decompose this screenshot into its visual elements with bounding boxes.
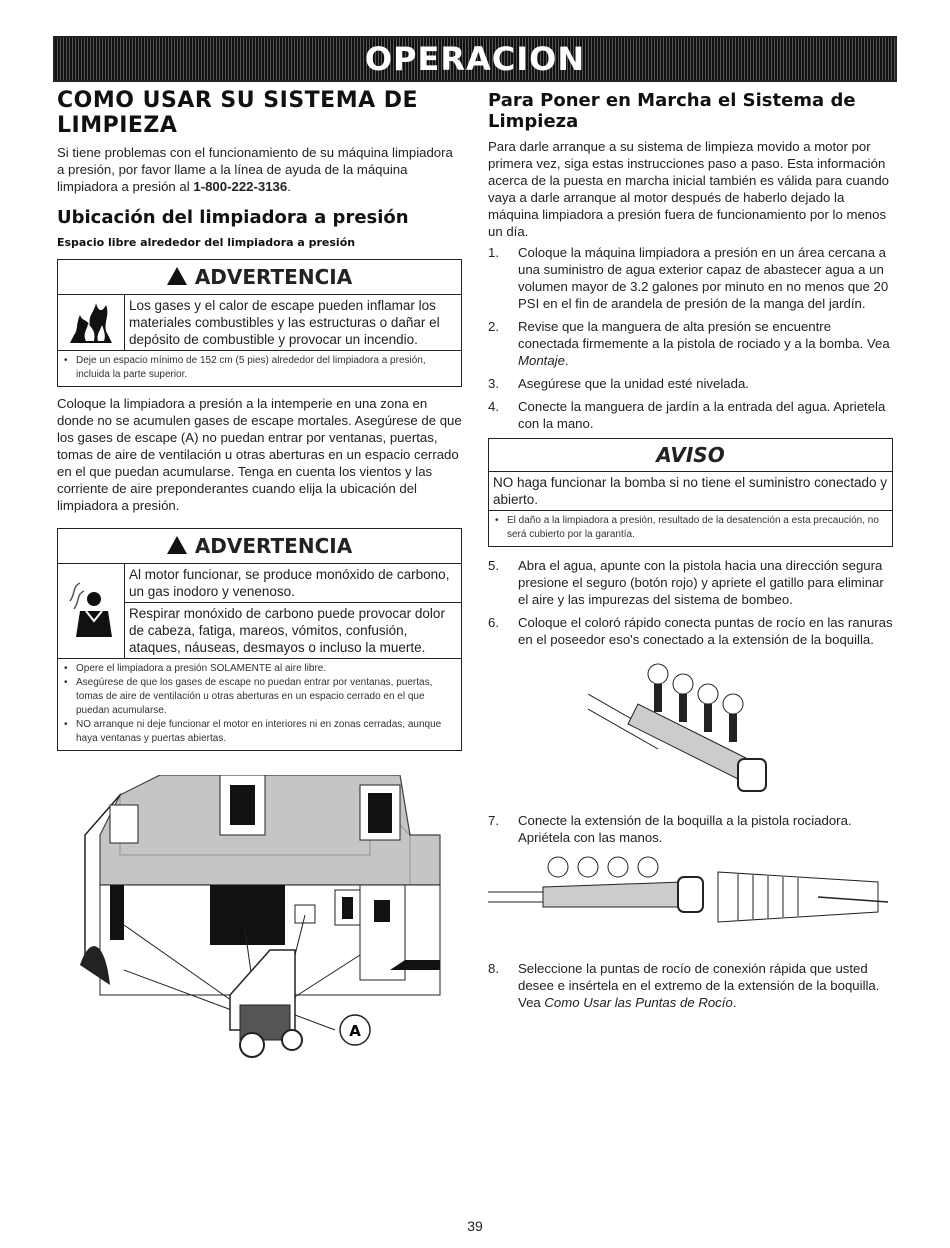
steps-list-a [488,244,893,432]
main-heading: COMO USAR SU SISTEMA DE LIMPIEZA [57,88,419,138]
left-column [57,88,462,751]
step-item: 1. Coloque la máquina limpiadora a presión en un área cercana a una suministro de agua exterior capaz de abastecer agua a un volumen mayor de 3.2 galones por minuto en no menos que 20 PSI en el fin de arandela de presión de la manga del jardín. [488,245,889,311]
steps-list-b [488,557,893,648]
banner-title: OPERACION [364,40,586,78]
spray-tips-reference: Como Usar las Puntas de Rocío [544,995,733,1010]
nozzle-holder-illustration [588,654,788,804]
intro-paragraph: Si tiene problemas con el funcionamiento de su máquina limpiadora a presión, por favor llame a la línea de ayuda de la máquina limpiadora a presión al 1-800-222-3136. [57,145,453,194]
right-column [488,88,893,1017]
warning-bullet: • Asegúrese de que los gases de escape no puedan entrar por ventanas, puertas, tomas de aire de ventilación u otras aberturas en un espacio cerrado en el que puedan acumularse. [64,676,455,718]
warning-fire-text: Los gases y el calor de escape pueden inflamar los materiales combustibles y las estructuras o dañar el depósito de combustible y provocar un incendio. [129,298,440,347]
step-item: 2. Revise que la manguera de alta presión se encuentre conectada firmemente a la pistola de rociado y a la bomba. Vea Montaje. [488,319,890,368]
notice-bullet: • El daño a la limpiadora a presión, resultado de la desatención a esta precaución, no será cubierto por la garantía. [495,514,886,542]
warning-bullet: • Opere el limpiadora a presión SOLAMENTE al aire libre. [64,662,455,676]
notice-box [488,438,893,547]
page-number: 39 [467,1218,483,1234]
helpline-number: 1-800-222-3136 [193,179,288,194]
warning-title: ADVERTENCIA [58,529,461,564]
step-item: 6. Coloque el coloró rápido conecta puntas de rocío en las ranuras en el poseedor eso's conectado a la extensión de la boquilla. [488,615,893,647]
step-item: 5. Abra el agua, apunte con la pistola hacia una dirección segura presione el seguro (botón rojo) y apriete el gatillo para eliminar el aire y las impurezas del sistema de bombeo. [488,558,884,607]
warning-triangle-icon [167,267,187,285]
clearance-heading: Espacio libre alrededor del limpiadora a presión [57,236,356,249]
toxic-fumes-icon [58,564,125,658]
warning-box-fire [57,259,462,387]
notice-title: AVISO [489,439,892,472]
warning-triangle-icon [167,536,187,554]
warning-bullet: • Deje un espacio mínimo de 152 cm (5 pies) alrededor del limpiadora a presión, incluida la parte superior. [64,354,455,382]
fire-icon [58,295,125,350]
warning-bullet: • NO arranque ni deje funcionar el motor en interiores ni en zonas cerradas, aunque haya ventanas y puertas abiertas. [64,718,455,746]
assembly-reference: Montaje [518,353,565,368]
warning-title: ADVERTENCIA [58,260,461,295]
step-item: 8. Seleccione la puntas de rocío de conexión rápida que usted desee e insértela en el extremo de la extensión de la boquilla. Vea Como Usar las Puntas de Rocío. [488,961,880,1010]
startup-heading: Para Poner en Marcha el Sistema de Limpieza [488,90,856,132]
steps-list-d [488,960,893,1011]
warning-co-text-2: Respirar monóxido de carbono puede provocar dolor de cabeza, fatiga, mareos, vómitos, confusión, ataques, náuseas, desmayos o incluso la muerte. [125,602,461,658]
figure-callout-a: A [349,1022,361,1040]
steps-list-c [488,812,893,846]
step-item: 7. Conecte la extensión de la boquilla a la pistola rociadora. Apriétela con las manos. [488,813,852,845]
location-heading: Ubicación del limpiadora a presión [57,207,409,228]
step-item: 3. Asegúrese que la unidad esté nivelada. [488,376,749,391]
warning-box-co [57,528,462,751]
warning-co-text-1: Al motor funcionar, se produce monóxido de carbono, un gas inodoro y venenoso. [129,567,450,599]
placement-paragraph: Coloque la limpiadora a presión a la intemperie en una zona en donde no se acumulen gases de escape mortales. Asegúrese de que los gases de escape (A) no puedan entrar por ventanas, puertas, tomas de aire de ventilación u otras aberturas en un espacio cerrado en el que puedan acumularse. Tenga en cuenta los vientos y las corriente de aire preponderantes cuando elija la ubicación del limpiadora a presión. [57,396,462,513]
startup-intro: Para darle arranque a su sistema de limpieza movido a motor por primera vez, siga estas instrucciones paso a paso. Esta información acerca de la puesta en marcha inicial también es válida para cuando vaya a darle arranque al motor después de haberlo dejado la máquina limpiadora a presión fuera de funcionamiento por lo menos un día. [488,139,889,239]
nozzle-extension-illustration [488,852,888,952]
section-banner [53,36,897,82]
house-exhaust-illustration [80,775,450,1075]
notice-text: NO haga funcionar la bomba si no tiene el suministro conectado y abierto. [489,472,892,511]
step-item: 4. Conecte la manguera de jardín a la entrada del agua. Aprietela con la mano. [488,399,886,431]
